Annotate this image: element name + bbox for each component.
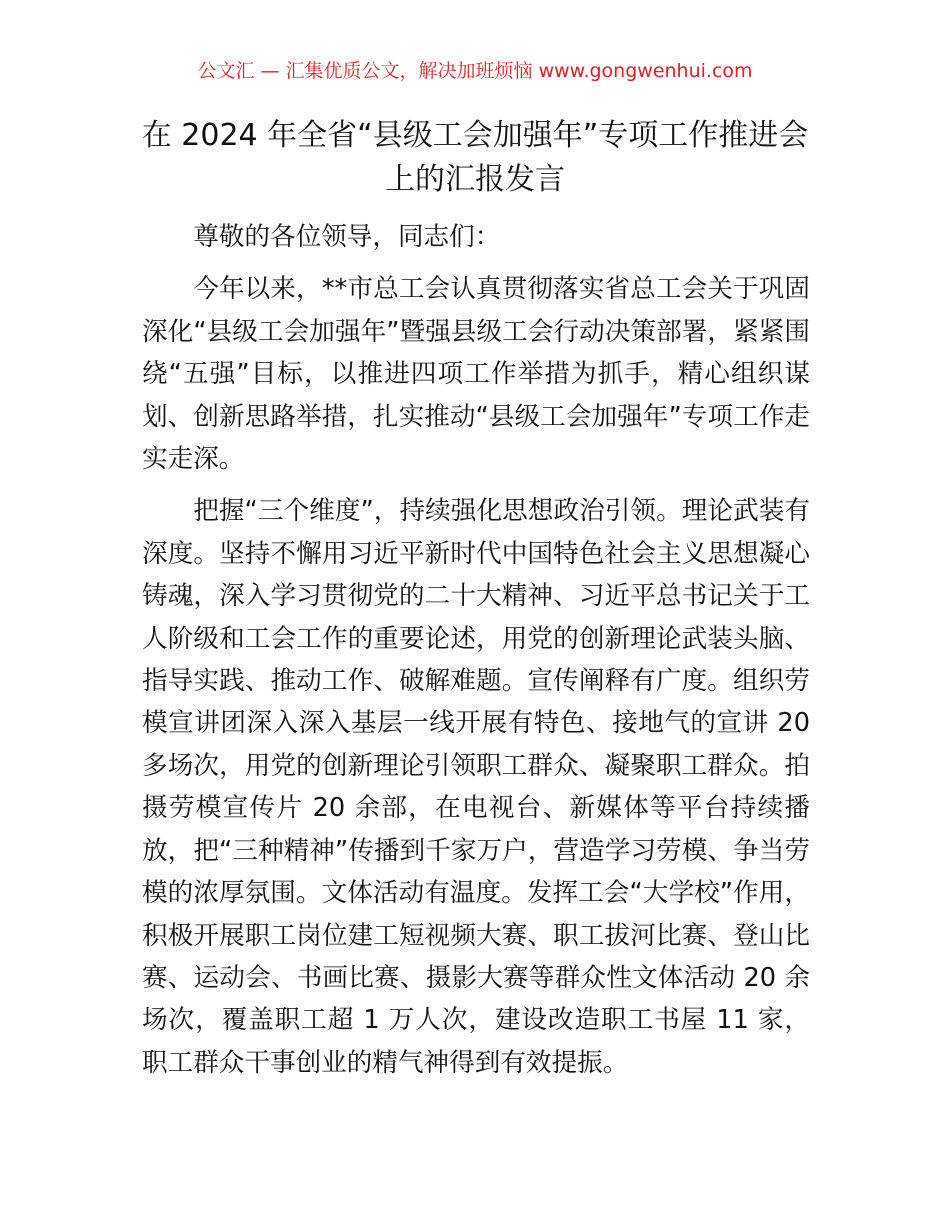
site-header-banner: 公文汇 — 汇集优质公文，解决加班烦恼 www.gongwenhui.com [197,60,753,82]
salutation: 尊敬的各位领导，同志们： [193,222,501,252]
paragraph-three-dimensions: 把握“三个维度”，持续强化思想政治引领。理论武装有深度。坚持不懈用习近平新时代中国特色社会主义思想凝心铸魂，深入学习贯彻党的二十大精神、习近平总书记关于工人阶级和工会工作的重要论述，用党的创新理论武装头脑、指导实践、推动工作、破解难题。宣传阐释有广度。组织劳模宣讲团深入深入基层一线开展有特色、接地气的宣讲 20 多场次，用党的创新理论引领职工群众、凝聚职工群众。拍摄劳模宣传片 20 余部，在电视台、新媒体等平台持续播放，把“三种精神”传播到千家万户，营造学习劳模、争当劳模的浓厚氛围。文体活动有温度。发挥工会“大学校”作用，积极开展职工岗位建工短视频大赛、职工拔河比赛、登山比赛、运动会、书画比赛、摄影大赛等群众性文体活动 20 余场次，覆盖职工超 1 万人次，建设改造职工书屋 11 家，职工群众干事创业的精气神得到有效提振。 [142,496,810,1078]
paragraph-intro: 今年以来，**市总工会认真贯彻落实省总工会关于巩固深化“县级工会加强年”暨强县级工会行动决策部署，紧紧围绕“五强”目标，以推进四项工作举措为抓手，精心组织谋划、创新思路举措，扎实推动“县级工会加强年”专项工作走实走深。 [142,274,810,475]
document-title: 在 2024 年全省“县级工会加强年”专项工作推进会上的汇报发言 [141,118,809,197]
document-body [142,216,810,1094]
